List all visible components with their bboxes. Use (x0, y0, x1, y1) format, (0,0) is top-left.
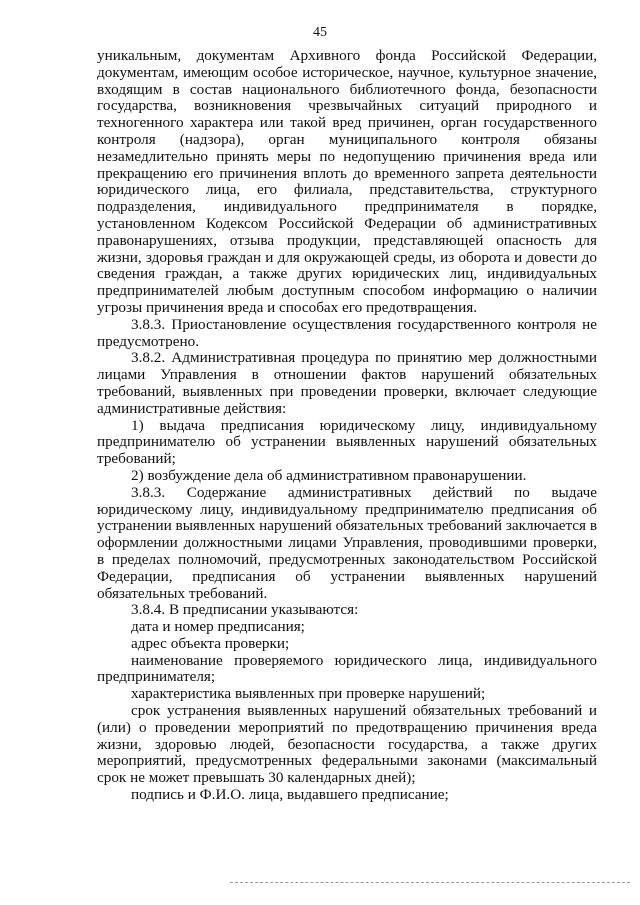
paragraph-3-8-3-suspension: 3.8.3. Приостановление осуществления государственного контроля не предусмотрено. (97, 315, 597, 350)
list-item-address: адрес объекта проверки; (131, 634, 290, 652)
list-item-date-number: дата и номер предписания; (131, 618, 305, 636)
paragraph-3-8-4-heading: 3.8.4. В предписании указываются: (131, 601, 359, 619)
list-item-signature: подпись и Ф.И.О. лица, выдавшего предписание; (131, 786, 449, 804)
paragraph-continuation: уникальным, документам Архивного фонда Российской Федерации, документам, имеющим особое историческое, научное, культурное значение, входящим в состав национального библиотечного фонда, безопасности государства, возникновения чрезвычайных ситуаций природного и техногенного характера или такой вред причинен, орган государственного контроля (надзора), орган муниципального контроля обязаны незамедлительно принять меры по недопущению причинения вреда или прекращению его причинения вплоть до временного запрета деятельности юридического лица, его филиала, представительства, структурного подразделения, индивидуального предпринимателя в порядке, установленном Кодексом Российской Федерации об административных правонарушениях, отзыва продукции, представляющей опасность для жизни, здоровья граждан и для окружающей среды, из оборота и довести до сведения граждан, а также других юридических лиц, индивидуальных предпринимателей любым доступным способом информацию о наличии угрозы причинения вреда и способах его предотвращения. (97, 47, 597, 316)
paragraph-3-8-3-content: 3.8.3. Содержание административных действий по выдаче юридическому лицу, индивидуальному предпринимателю предписания об устранении выявленных нарушений обязательных требований заключается в оформлении должностными лицами Управления, проводившими проверки, в пределах полномочий, предусмотренных законодательством Российской Федерации, предписания об устранении выявленных нарушений обязательных требований. (97, 483, 597, 602)
page-number: 45 (313, 25, 327, 40)
footer-divider (230, 882, 630, 883)
document-body (97, 48, 597, 804)
list-item-administrative-case: 2) возбуждение дела об административном правонарушении. (131, 466, 527, 484)
list-item-violations: характеристика выявленных при проверке нарушений; (131, 685, 486, 703)
paragraph-3-8-2-procedure: 3.8.2. Административная процедура по принятию мер должностными лицами Управления в отношении фактов нарушений обязательных требований, выявленных при проведении проверки, включает следующие административные действия: (97, 349, 597, 417)
list-item-issue-order: 1) выдача предписания юридическому лицу, индивидуальному предпринимателю об устранении выявленных нарушений обязательных требований; (97, 416, 597, 468)
list-item-deadline: срок устранения выявленных нарушений обязательных требований и (или) о проведении мероприятий по предотвращению причинения вреда жизни, здоровью людей, безопасности государства, а также других мероприятий, предусмотренных федеральными законами (максимальный срок не может превышать 30 календарных дней); (97, 702, 597, 787)
list-item-entity-name: наименование проверяемого юридического лица, индивидуального предпринимателя; (97, 651, 597, 686)
